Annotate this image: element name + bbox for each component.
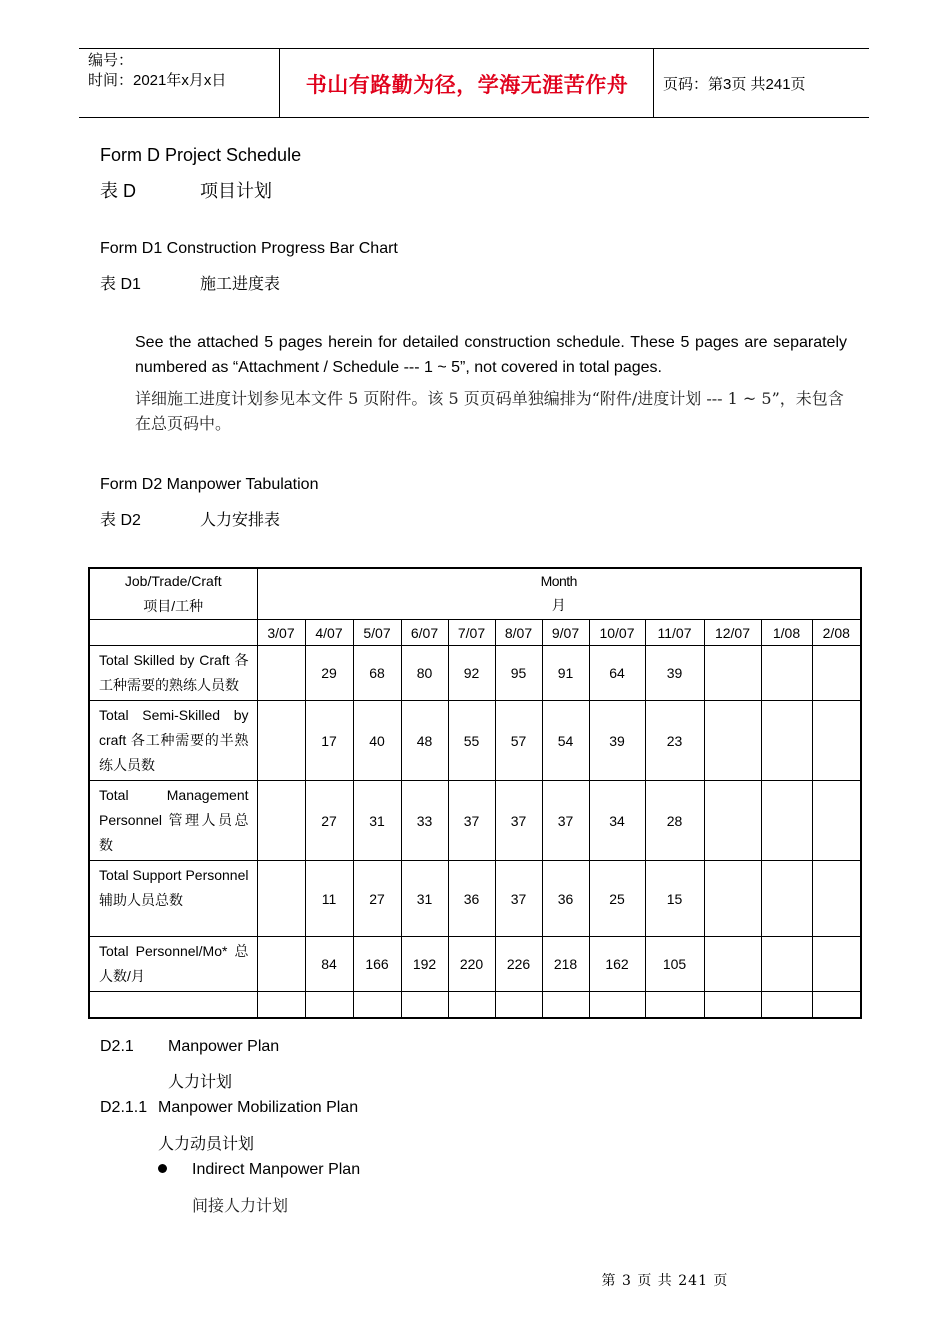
value-cell: 57 xyxy=(495,701,542,781)
value-cell: 36 xyxy=(542,861,589,937)
value-cell: 39 xyxy=(589,701,645,781)
value-cell: 29 xyxy=(305,646,353,701)
value-cell: 48 xyxy=(401,701,448,781)
value-cell: 27 xyxy=(305,781,353,861)
table-cell xyxy=(812,992,861,1018)
table-cell xyxy=(542,992,589,1018)
month-cell: 6/07 xyxy=(401,620,448,646)
schedule-paragraph-en: See the attached 5 pages herein for detailed construction schedule. These 5 pages are separately numbered as “Attachment / Schedule --- 1 ~ 5”, not covered in total pages. xyxy=(135,334,847,376)
month-header-en: Month xyxy=(540,573,577,589)
table-row xyxy=(89,861,861,937)
header-code-label: 编号： xyxy=(88,52,134,69)
bullet-dot-icon xyxy=(158,1164,167,1173)
value-cell xyxy=(257,861,305,937)
value-cell xyxy=(812,861,861,937)
month-cell: 11/07 xyxy=(645,620,704,646)
table-row xyxy=(89,646,861,701)
value-cell: 105 xyxy=(645,937,704,992)
form-d2-title-zh xyxy=(100,507,280,530)
value-cell: 17 xyxy=(305,701,353,781)
value-cell: 166 xyxy=(353,937,401,992)
row-label: Total Management Personnel 管理人员总数 xyxy=(89,781,257,861)
table-cell xyxy=(645,992,704,1018)
section-d211-number: D2.1.1 xyxy=(100,1099,148,1116)
row-label: Total Skilled by Craft 各工种需要的熟练人员数 xyxy=(89,646,257,701)
table-cell xyxy=(353,992,401,1018)
header-page-info: 页码：第3页 共241页 xyxy=(663,76,806,93)
value-cell: 34 xyxy=(589,781,645,861)
month-header-zh: 月 xyxy=(551,598,566,614)
value-cell: 40 xyxy=(353,701,401,781)
table-cell xyxy=(589,992,645,1018)
header-meta xyxy=(88,51,226,91)
months-row xyxy=(89,620,861,646)
value-cell xyxy=(761,646,812,701)
page-header xyxy=(79,48,869,118)
value-cell: 37 xyxy=(495,861,542,937)
bullet-title-zh: 间接人力计划 xyxy=(192,1196,289,1215)
row-label: Total Support Personnel 辅助人员总数 xyxy=(89,861,257,937)
table-cell xyxy=(704,992,761,1018)
value-cell: 226 xyxy=(495,937,542,992)
value-cell xyxy=(704,937,761,992)
form-d2-title-en: Form D2 Manpower Tabulation xyxy=(100,476,319,493)
value-cell: 192 xyxy=(401,937,448,992)
value-cell: 33 xyxy=(401,781,448,861)
month-cell: 10/07 xyxy=(589,620,645,646)
value-cell xyxy=(812,781,861,861)
value-cell xyxy=(704,701,761,781)
value-cell: 31 xyxy=(401,861,448,937)
value-cell: 28 xyxy=(645,781,704,861)
month-cell: 5/07 xyxy=(353,620,401,646)
form-d-title-zh-text: 项目计划 xyxy=(200,181,272,201)
form-d2-title-zh-text: 人力安排表 xyxy=(200,512,281,529)
table-cell xyxy=(401,992,448,1018)
table-row xyxy=(89,701,861,781)
form-d1-title-en: Form D1 Construction Progress Bar Chart xyxy=(100,240,398,257)
section-d211-title-en: Manpower Mobilization Plan xyxy=(158,1099,359,1116)
value-cell xyxy=(761,701,812,781)
table-cell xyxy=(495,992,542,1018)
value-cell: 220 xyxy=(448,937,495,992)
value-cell: 36 xyxy=(448,861,495,937)
value-cell: 80 xyxy=(401,646,448,701)
page-footer: 第 3 页 共 241 页 xyxy=(601,1273,729,1289)
table-cell xyxy=(305,992,353,1018)
table-row xyxy=(89,937,861,992)
table-body xyxy=(89,646,861,992)
value-cell xyxy=(704,781,761,861)
row-label: Total Personnel/Mo* 总人数/月 xyxy=(89,937,257,992)
header-divider xyxy=(653,49,654,117)
bullet-title-en: Indirect Manpower Plan xyxy=(192,1161,361,1178)
month-cell: 4/07 xyxy=(305,620,353,646)
month-cell: 12/07 xyxy=(704,620,761,646)
value-cell xyxy=(257,646,305,701)
value-cell: 84 xyxy=(305,937,353,992)
form-d-label: 表 D xyxy=(100,181,136,201)
value-cell: 218 xyxy=(542,937,589,992)
value-cell: 55 xyxy=(448,701,495,781)
value-cell xyxy=(704,646,761,701)
value-cell xyxy=(761,937,812,992)
month-cell: 9/07 xyxy=(542,620,589,646)
month-cell: 1/08 xyxy=(761,620,812,646)
value-cell xyxy=(257,781,305,861)
value-cell: 162 xyxy=(589,937,645,992)
table-cell xyxy=(448,992,495,1018)
header-motto: 书山有路勤为径，学海无涯苦作舟 xyxy=(305,74,629,97)
value-cell: 27 xyxy=(353,861,401,937)
table-cell xyxy=(89,992,257,1018)
section-d21-title-zh: 人力计划 xyxy=(168,1074,233,1091)
value-cell: 54 xyxy=(542,701,589,781)
form-d2-label: 表 D2 xyxy=(100,512,141,529)
header-divider xyxy=(279,49,280,117)
value-cell xyxy=(257,701,305,781)
month-header xyxy=(257,568,861,620)
value-cell xyxy=(812,937,861,992)
table-cell xyxy=(257,992,305,1018)
value-cell: 37 xyxy=(542,781,589,861)
value-cell: 37 xyxy=(448,781,495,861)
month-cell: 8/07 xyxy=(495,620,542,646)
month-cell: 7/07 xyxy=(448,620,495,646)
value-cell xyxy=(704,861,761,937)
form-d1-title-zh-text: 施工进度表 xyxy=(200,276,281,293)
table-header-row xyxy=(89,568,861,620)
value-cell xyxy=(761,781,812,861)
manpower-table xyxy=(88,567,862,1019)
table-cell xyxy=(89,620,257,646)
row-label: Total Semi-Skilled by craft 各工种需要的半熟练人员数 xyxy=(89,701,257,781)
value-cell: 37 xyxy=(495,781,542,861)
value-cell: 23 xyxy=(645,701,704,781)
schedule-paragraph-zh: 详细施工进度计划参见本文件 5 页附件。该 5 页页码单独编排为“附件/进度计划 --- 1 ~ 5”，未包含在总页码中。 xyxy=(135,389,844,433)
value-cell xyxy=(812,701,861,781)
schedule-paragraph xyxy=(135,330,847,436)
value-cell: 92 xyxy=(448,646,495,701)
table-cell xyxy=(761,992,812,1018)
value-cell: 25 xyxy=(589,861,645,937)
value-cell: 39 xyxy=(645,646,704,701)
value-cell: 95 xyxy=(495,646,542,701)
form-d-title-zh xyxy=(100,177,272,203)
job-trade-header-zh: 项目/工种 xyxy=(143,598,204,614)
header-time-label: 时间：2021年x月x日 xyxy=(88,72,227,89)
month-cell: 3/07 xyxy=(257,620,305,646)
value-cell: 31 xyxy=(353,781,401,861)
section-d21-number: D2.1 xyxy=(100,1038,134,1055)
month-cell: 2/08 xyxy=(812,620,861,646)
value-cell xyxy=(257,937,305,992)
table-empty-row xyxy=(89,992,861,1018)
form-d1-label: 表 D1 xyxy=(100,276,141,293)
section-d211-title-zh: 人力动员计划 xyxy=(158,1136,255,1153)
value-cell: 15 xyxy=(645,861,704,937)
value-cell: 11 xyxy=(305,861,353,937)
table-row xyxy=(89,781,861,861)
job-trade-header-en: Job/Trade/Craft xyxy=(124,573,222,589)
value-cell xyxy=(761,861,812,937)
form-d-title-en: Form D Project Schedule xyxy=(100,145,302,165)
value-cell xyxy=(812,646,861,701)
value-cell: 68 xyxy=(353,646,401,701)
value-cell: 64 xyxy=(589,646,645,701)
job-trade-header xyxy=(89,568,257,620)
value-cell: 91 xyxy=(542,646,589,701)
form-d1-title-zh xyxy=(100,271,280,294)
section-d21-title-en: Manpower Plan xyxy=(168,1038,280,1055)
